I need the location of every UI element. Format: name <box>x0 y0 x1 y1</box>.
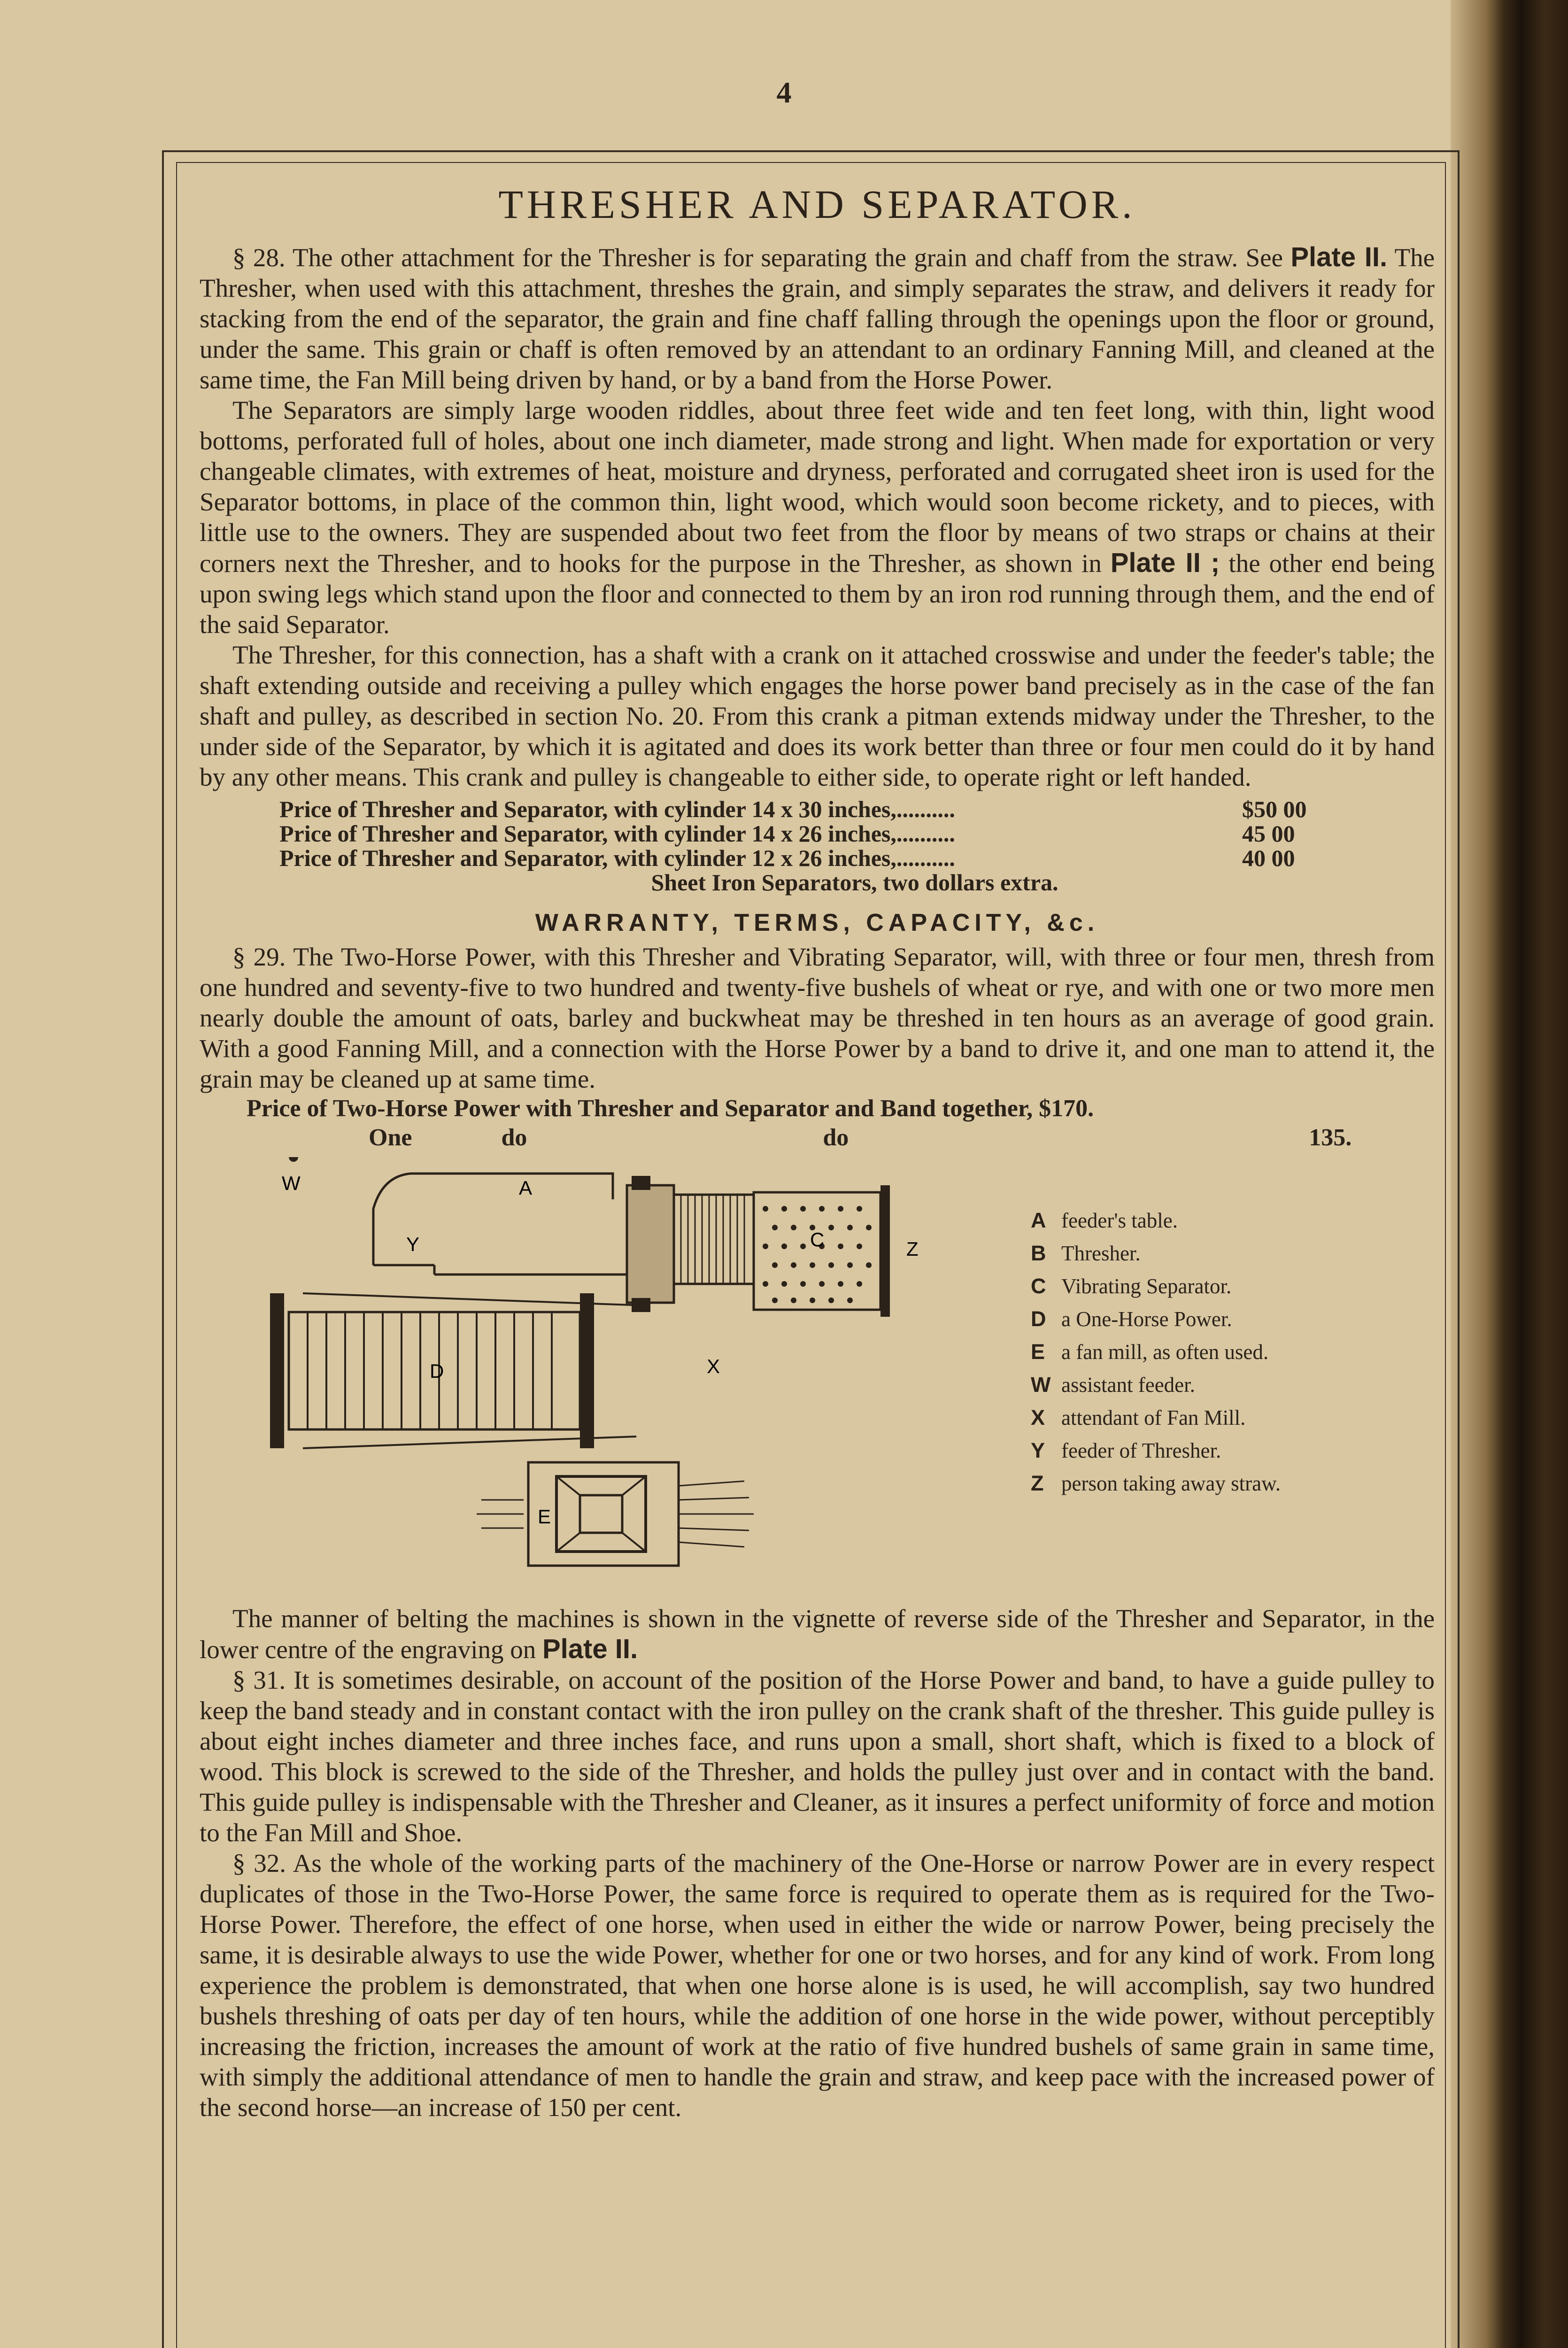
legend-text: feeder's table. <box>1061 1209 1178 1232</box>
legend-text: a One-Horse Power. <box>1061 1307 1232 1331</box>
plate-reference: Plate II. <box>542 1634 638 1664</box>
label-w: W <box>282 1172 301 1194</box>
horse-power-axle <box>580 1293 594 1448</box>
section-28-paragraph-2 <box>200 395 1435 640</box>
thresher-body <box>627 1185 674 1303</box>
label-c: C <box>810 1228 825 1251</box>
legend-key: Y <box>1031 1438 1045 1462</box>
page-number: 4 <box>776 76 792 109</box>
legend-text: feeder of Thresher. <box>1061 1439 1221 1462</box>
legend-text: person taking away straw. <box>1061 1472 1281 1495</box>
price-amount: 45 00 <box>1242 820 1295 847</box>
legend-item <box>1031 1270 1281 1303</box>
legend-text: attendant of Fan Mill. <box>1061 1406 1246 1429</box>
price-row <box>279 821 1430 846</box>
label-z: Z <box>906 1238 919 1260</box>
legend-key: A <box>1031 1208 1046 1232</box>
label-e: E <box>538 1506 551 1528</box>
legend-item <box>1031 1467 1281 1500</box>
price-label: Price of Thresher and Separator, with cylinder 14 x 26 inches,.......... <box>279 820 955 847</box>
legend-key: C <box>1031 1274 1046 1298</box>
price-amount: 40 00 <box>1242 845 1295 871</box>
legend-text: Vibrating Separator. <box>1061 1274 1232 1298</box>
s28-p2-text-a: The Separators are simply large wooden riddles, about three feet wide and ten feet long, with thin, light wood bottoms, perforated full of holes, about one inch diameter, made strong and light. When made for exportation or very changeable climates, with extremes of heat, moisture and dryness, perforated and corrugated sheet iron is used for the Separator bottoms, in place of the common thin, light wood, which would soon become rickety, and to pieces, with little use to the owners. They are suspended about two feet from the floor by means of two straps or chains at their corners next the Thresher, and to hooks for the purpose in the Thresher, as shown in <box>200 396 1435 578</box>
page-content <box>200 181 1435 2123</box>
section-28-paragraph-3: The Thresher, for this connection, has a shaft with a crank on it attached crosswise and under the feeder's table; the shaft extending outside and receiving a pulley which engages the horse power band precisely as in the case of the fan shaft and pulley, as described in section No. 20. From this crank a pitman extends midway under the Thresher, to the under side of the Separator, by which it is agitated and does its work better than three or four men could do it by hand by any other means. This crank and pulley is changeable to either side, to operate right or left handed. <box>200 641 1435 791</box>
legend-item <box>1031 1368 1281 1401</box>
price-row <box>279 797 1430 821</box>
pulley <box>632 1298 650 1312</box>
legend-item <box>1031 1303 1281 1336</box>
legend-key: E <box>1031 1340 1045 1364</box>
separator-end <box>881 1185 890 1317</box>
ditto-mark: do <box>501 1124 527 1151</box>
book-spine <box>1451 0 1568 2348</box>
section-31-paragraph: § 31. It is sometimes desirable, on account of the position of the Horse Power and band, to have a guide pulley to keep the band steady and in constant contact with the iron pulley on the crank shaft of the thresher. This guide pulley is about eight inches diameter and three inches face, and runs upon a small, short shaft, which is fixed to a block of wood. This block is screwed to the side of the Thresher, and holds the pulley just over and in contact with the band. This guide pulley is indispensable with the Thresher and Cleaner, as it insures a perfect uniformity of force and motion to the Fan Mill and Shoe. <box>200 1666 1435 1847</box>
price-label: Price of Thresher and Separator, with cylinder 12 x 26 inches,.......... <box>279 845 955 871</box>
legend-text: Thresher. <box>1061 1242 1141 1265</box>
section-29-paragraph: § 29. The Two-Horse Power, with this Thresher and Vibrating Separator, will, with three or four men, thresh from one hundred and seventy-five to two hundred and twenty-five bushels of wheat or rye, and with one or two more men nearly double the amount of oats, barley and buckwheat may be threshed in ten hours as an average of good grain. With a good Fanning Mill, and a connection with the Horse Power by a band to drive it, and one man to attend it, the grain may be cleaned up at same time. <box>200 942 1435 1093</box>
legend-key: B <box>1031 1241 1046 1265</box>
one-horse-price <box>200 1123 1435 1152</box>
thresher-cylinder <box>674 1195 754 1284</box>
s28-p2-text-b: the other end being upon swing legs which stand upon the floor and connected to them by an iron rod running through them, and the end of the said Separator. <box>200 549 1435 639</box>
two-horse-price: Price of Two-Horse Power with Thresher and Separator and Band together, $170. <box>247 1095 1094 1122</box>
legend-item <box>1031 1401 1281 1434</box>
plate-reference: Plate II. <box>1290 242 1388 272</box>
price-label: Price of Thresher and Separator, with cylinder 14 x 30 inches,.......... <box>279 796 955 822</box>
price-amount: $50 00 <box>1242 796 1307 822</box>
label-d: D <box>430 1360 444 1382</box>
ditto-mark: do <box>823 1124 849 1151</box>
one-horse-amount: 135. <box>1309 1124 1352 1151</box>
section-32-paragraph: § 32. As the whole of the working parts of the machinery of the One-Horse or narrow Power are in every respect duplicates of those in the Two-Horse Power, the same force is required to operate them as is required for the Two-Horse Power. Therefore, the effect of one horse, when used in either the wide or narrow Power, being precisely the same, it is desirable always to use the wide Power, whether for one or two horses, and for any kind of work. From long experience the problem is demonstrated, that when one horse alone is is used, he will accomplish, say two hundred bushels threshing of oats per day of ten hours, while the addition of one horse in the wide power, without perceptibly increasing the friction, increases the amount of work at the ratio of five hundred bushels of same grain in same time, with simply the additional attendance of men to handle the grain and straw, and keep pace with the increased power of the second horse—an increase of 150 per cent. <box>200 1849 1435 2122</box>
page-title: THRESHER AND SEPARATOR. <box>498 182 1136 227</box>
sheet-iron-note: Sheet Iron Separators, two dollars extra. <box>651 869 1058 896</box>
horse-power-axle <box>270 1293 284 1448</box>
legend-item <box>1031 1434 1281 1467</box>
warranty-heading: WARRANTY, TERMS, CAPACITY, &c. <box>535 909 1099 936</box>
price-list <box>279 797 1430 895</box>
legend-item <box>1031 1204 1281 1237</box>
diagram-legend <box>1031 1204 1281 1500</box>
legend-key: Z <box>1031 1471 1044 1495</box>
label-a: A <box>519 1177 533 1199</box>
legend-text: a fan mill, as often used. <box>1061 1340 1269 1364</box>
machine-diagram <box>200 1157 1435 1603</box>
legend-item <box>1031 1237 1281 1270</box>
section-28-paragraph-1 <box>200 242 1435 395</box>
belting-paragraph <box>200 1603 1435 1665</box>
legend-text: assistant feeder. <box>1061 1373 1195 1397</box>
one-label: One <box>369 1124 412 1151</box>
legend-key: X <box>1031 1406 1045 1429</box>
label-x: X <box>707 1355 720 1377</box>
price-row <box>279 846 1430 870</box>
s28-text-b: The Thresher, when used with this attachment, threshes the grain, and simply separates the straw, and delivers it ready for stacking from the end of the separator, the grain and fine chaff falling through the openings upon the floor or ground, under the same. This grain or chaff is often removed by an attendant to an ordinary Fanning Mill, and cleaned at the same time, the Fan Mill being driven by hand, or by a band from the Horse Power. <box>200 243 1435 394</box>
legend-item <box>1031 1336 1281 1368</box>
legend-key: D <box>1031 1307 1046 1331</box>
pulley <box>632 1176 650 1190</box>
legend-key: W <box>1031 1373 1051 1397</box>
s28-text-a: § 28. The other attachment for the Thresher is for separating the grain and chaff from the straw. See <box>232 243 1283 272</box>
diagram-drawing <box>256 1157 1017 1580</box>
belting-text: The manner of belting the machines is shown in the vignette of reverse side of the Thresher and Separator, in the lower centre of the engraving on <box>200 1604 1435 1664</box>
label-y: Y <box>406 1233 420 1255</box>
plate-reference: Plate II ; <box>1110 548 1220 578</box>
position-marker <box>289 1157 298 1162</box>
